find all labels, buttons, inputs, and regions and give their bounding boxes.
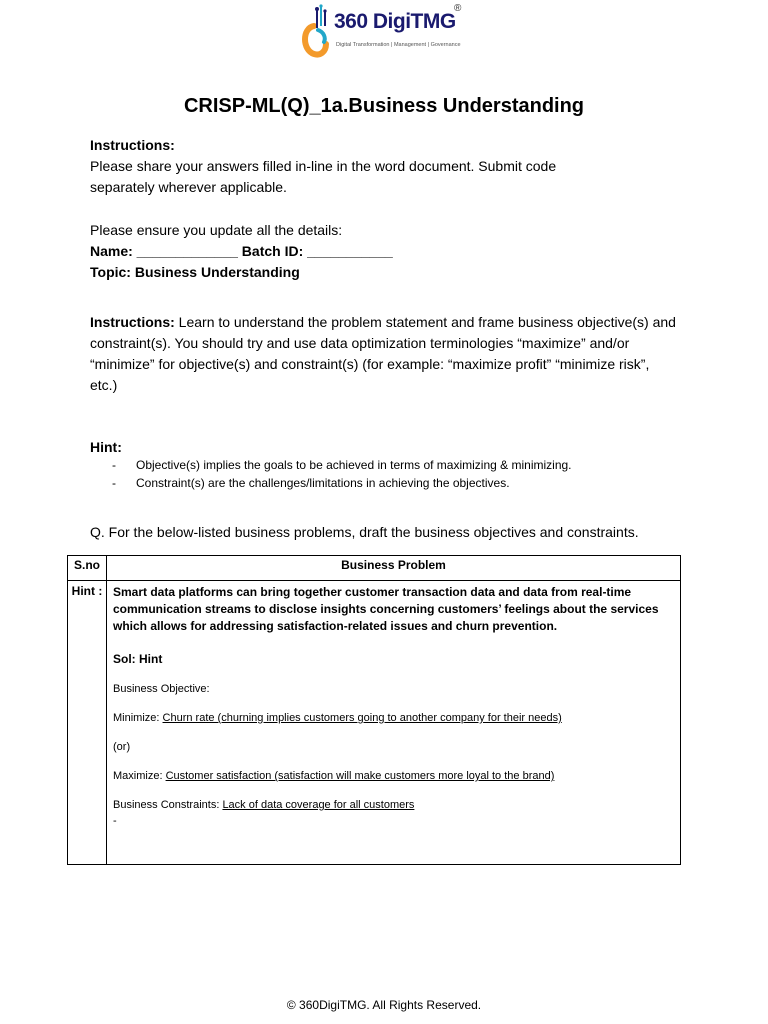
instructions2-line-4: etc.)	[90, 377, 118, 393]
or-text: (or)	[113, 741, 131, 753]
minimize-value: Churn rate (churning implies customers going to another company for their needs)	[162, 712, 562, 724]
question-text: Q. For the below-listed business problems, draft the business objectives and constraints.	[90, 524, 639, 540]
problem-cell	[107, 581, 681, 865]
hint-item	[112, 474, 672, 492]
logo-mark-icon	[300, 4, 334, 62]
constraints-label: Business Constraints:	[113, 799, 223, 811]
instructions-section	[90, 135, 690, 198]
maximize-label: Maximize:	[113, 770, 166, 782]
hint-item	[112, 456, 672, 474]
hint-list	[112, 456, 672, 492]
instructions-heading: Instructions:	[90, 137, 175, 153]
logo-tagline: Digital Transformation | Management | Governance	[336, 42, 461, 48]
instructions2-section	[90, 312, 690, 396]
instructions2-line-2: constraint(s). You should try and use data optimization terminologies “maximize” and/or	[90, 335, 630, 351]
problem-line-1: Smart data platforms can bring together customer transaction data and data from real-time	[113, 585, 632, 599]
registered-mark: ®	[454, 3, 462, 14]
row-label: Hint :	[68, 581, 107, 865]
instructions2-line-3: “minimize” for objective(s) and constraint(s) (for example: “maximize profit” “minimize risk”,	[90, 356, 650, 372]
table-row	[68, 581, 681, 865]
bullet-dash: -	[112, 476, 116, 490]
page-title: CRISP-ML(Q)_1a.Business Understanding	[183, 95, 585, 117]
instructions2-line-1: Learn to understand the problem statement and frame business objective(s) and	[174, 314, 676, 330]
instructions2-label: Instructions:	[90, 314, 175, 330]
table-header-row	[68, 556, 681, 581]
business-problem-table	[67, 555, 681, 865]
objective-heading: Business Objective:	[113, 683, 210, 695]
footer-copyright: © 360DigiTMG. All Rights Reserved.	[286, 998, 482, 1012]
logo-brand	[334, 10, 456, 34]
problem-line-2: communication streams to disclose insights concerning customers’ feelings about the services	[113, 602, 659, 616]
maximize-value: Customer satisfaction (satisfaction will make customers more loyal to the brand)	[165, 770, 555, 782]
logo-brand-name: DigiTMG	[372, 10, 456, 33]
maximize-row	[113, 770, 674, 782]
header-sno: S.no	[68, 556, 107, 581]
topic-label: Topic: Business Understanding	[90, 264, 300, 280]
sol-heading: Sol: Hint	[113, 652, 163, 666]
constraints-row	[113, 799, 674, 811]
trailing-dash: -	[113, 815, 117, 827]
minimize-row	[113, 712, 674, 724]
header-business-problem: Business Problem	[107, 556, 681, 581]
hint-heading: Hint:	[90, 439, 122, 455]
bullet-dash: -	[112, 458, 116, 472]
hint-item-text: Constraint(s) are the challenges/limitations in achieving the objectives.	[136, 476, 510, 490]
hint-item-text: Objective(s) implies the goals to be achieved in terms of maximizing & minimizing.	[136, 458, 572, 472]
problem-line-3: which allows for addressing satisfaction-related issues and churn prevention.	[113, 619, 558, 633]
name-batch-field: Name: _____________ Batch ID: ___________	[90, 243, 393, 259]
instructions-line-1: Please share your answers filled in-line in the word document. Submit code	[90, 158, 557, 174]
details-section	[90, 220, 690, 283]
company-logo	[300, 4, 470, 62]
constraints-value: Lack of data coverage for all customers	[222, 799, 415, 811]
minimize-label: Minimize:	[113, 712, 163, 724]
logo-brand-number: 360	[334, 10, 368, 33]
instructions-line-2: separately wherever applicable.	[90, 179, 287, 195]
ensure-text: Please ensure you update all the details:	[90, 222, 343, 238]
